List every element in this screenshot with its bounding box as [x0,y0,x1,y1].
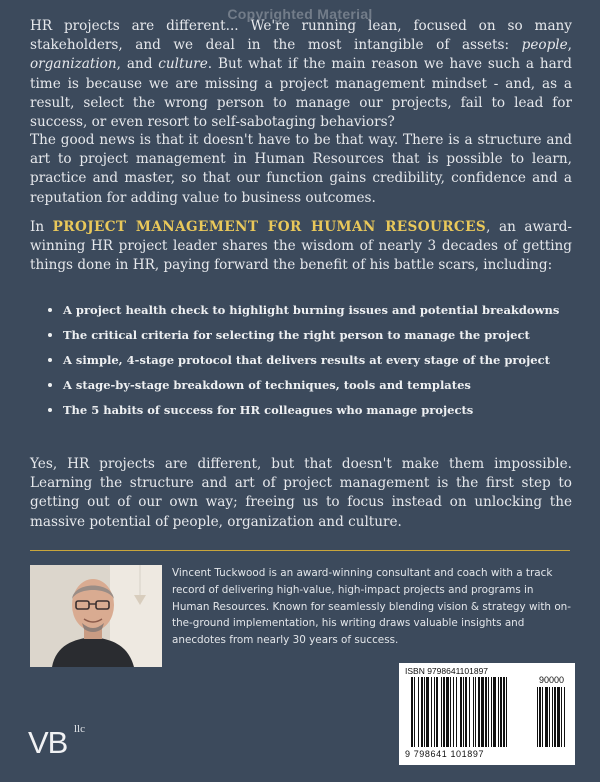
intro-text-a: HR projects are different... We're running lean, focused on so many stakeholders, and we deal in the most intangible of assets: [30,18,572,54]
list-item-text: A stage-by-stage breakdown of techniques, tools and templates [63,378,471,392]
isbn-barcode [399,663,575,765]
publisher-logo-suffix: llc [74,723,85,735]
bullet-dot-icon [48,333,52,337]
intro-culture: culture [158,56,208,73]
intro-paragraph [30,17,572,132]
bullet-dot-icon [48,408,52,412]
list-item-text: The 5 habits of success for HR colleagues who manage projects [63,403,474,417]
author-portrait-icon [30,565,162,667]
book-title-highlight: PROJECT MANAGEMENT FOR HUMAN RESOURCES [52,219,487,235]
copyright-watermark: Copyrighted Material [227,6,373,22]
intro-sep-1: , [567,37,572,54]
list-item [45,350,575,375]
publisher-logo [28,723,85,761]
list-item [45,375,575,400]
isbn-label: ISBN 9798641101897 [405,666,489,676]
list-item [45,400,575,425]
list-item-text: The critical criteria for selecting the right person to manage the project [63,328,530,342]
bullet-dot-icon [48,308,52,312]
author-photo [30,565,162,667]
gold-divider [30,550,570,551]
ean-digits: 9 798641 101897 [405,749,485,759]
benefits-list [45,300,575,425]
good-news-paragraph: The good news is that it doesn't have to be that way. There is a structure and art to project management in Human Resources that is possible to learn, practice and master, so that our function gains credibility, confidence and a reputation for adding value to business outcomes. [30,132,572,206]
list-item-text: A project health check to highlight burning issues and potential breakdowns [63,303,560,317]
publisher-logo-main: VB [28,725,68,760]
intro-text-b: . But what if the main reason we have such a hard time is because we are missing a project management mindset - and, as a result, select the wrong person to manage our projects, fail to lead for success, or even resort to self-sabotaging behaviors? [30,56,572,131]
author-bio: Vincent Tuckwood is an award-winning consultant and coach with a track record of delivering high-value, high-impact projects and programs in Human Resources. Known for seamlessly blending vision & strategy with on-the-ground implementation, his writing draws valuable insights and anecdotes from nearly 30 years of success. [172,567,572,647]
list-item-text: A simple, 4-stage protocol that delivers results at every stage of the project [63,353,550,367]
closing-paragraph: Yes, HR projects are different, but that doesn't make them impossible. Learning the structure and art of project management is the first step to getting out of our own way; freeing us to focus instead on unlocking the massive potential of people, organization and culture. [30,456,572,530]
book-intro-paragraph [30,218,572,276]
book-intro-rest: , an award-winning HR project leader shares the wisdom of nearly 3 decades of getting things done in HR, paying forward the benefit of his battle scars, including: [30,219,572,274]
intro-sep-2: , and [116,56,159,73]
bullet-dot-icon [48,383,52,387]
list-item [45,300,575,325]
list-item [45,325,575,350]
book-intro-prefix: In [30,219,53,235]
intro-people: people [521,37,568,54]
price-code: 90000 [539,675,565,685]
intro-organization: organization [30,56,117,73]
bullet-dot-icon [48,358,52,362]
